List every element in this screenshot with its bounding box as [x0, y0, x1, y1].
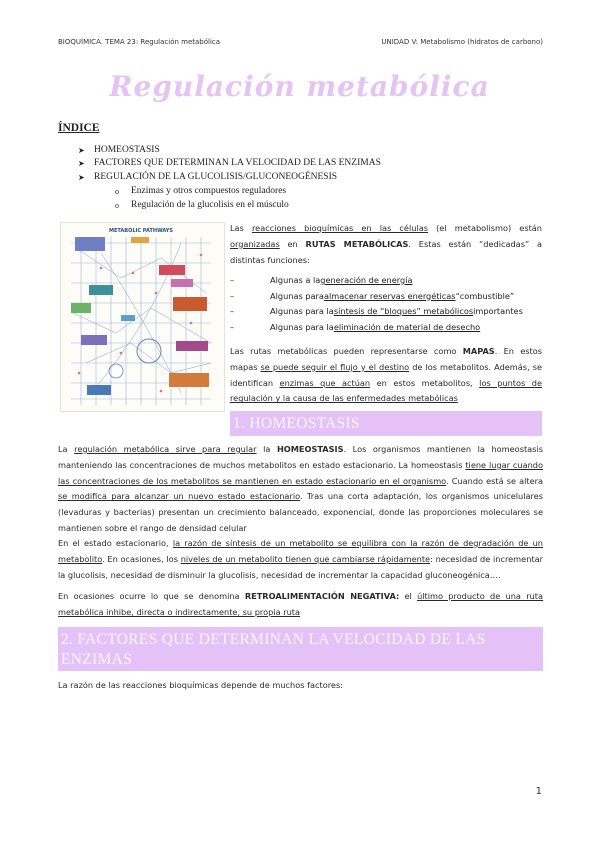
function-item: – Algunas a la generación de energía: [230, 275, 413, 285]
index-item: ➤ FACTORES QUE DETERMINAN LA VELOCIDAD DE LAS ENZIMAS: [78, 157, 381, 170]
enzyme-speed-paragraph: La razón de las reacciones bioquímicas depende de muchos factores:: [58, 680, 343, 690]
intro-paragraph-1: Las reacciones bioquímicas en las células (el metabolismo) están organizadas en RUTAS METABÓLICAS. Estas están “dedicadas” a distintas funciones:: [230, 223, 543, 265]
section-heading-enzyme-speed: 2. FACTORES QUE DETERMINAN LA VELOCIDAD DE LAS ENZIMAS: [58, 627, 543, 671]
function-item: – Algunas para la eliminación de material de desecho: [230, 321, 481, 332]
functions-list: [230, 273, 542, 335]
page-title: Regulación metabólica: [109, 70, 490, 103]
function-item: – Algunas para la síntesis de “bloques” metabólicos importantes: [230, 306, 523, 317]
circle-bullet-icon: o: [115, 187, 119, 196]
intro-paragraph-2: Las rutas metabólicas pueden representarse como MAPAS. En estos mapas se puede seguir el flujo y el destino de los metabolitos. Además, se identifican enzimas que actúan en estos metabolitos, los puntos de regulación y la causa de las enfermedades metabólicas: [230, 346, 542, 404]
index-title: ÍNDICE: [58, 122, 100, 134]
homeostasis-paragraph-1: La regulación metabólica sirve para regular la HOMEOSTASIS. Los organismos mantienen la homeostasis manteniendo las concentraciones de muchos metabolitos en estado estacionario. La homeostasis tiene lugar cuando las concentraciones de los metabolitos se mantienen en estado estacionario en el organismo. Cuando está se altera se modifica para alcanzar un nuevo estado estacionario. Tras una corta adaptación, los organismos unicelulares (levaduras y bacterias) presentan un crecimiento balanceado, exponencial, donde las proporciones moleculares se mantienen sobre el rango de densidad celular: [58, 444, 543, 533]
metabolic-map-graphic: [61, 223, 224, 411]
index-subitem: o Regulación de la glucolisis en el músculo: [115, 199, 289, 213]
page-number: 1: [535, 786, 542, 797]
metabolic-pathways-map-image: [60, 222, 225, 412]
index-item: ➤ HOMEOSTASIS: [78, 144, 381, 157]
circle-bullet-icon: o: [115, 200, 119, 210]
running-header-left: BIOQUÍMICA. TEMA 23: Regulación metabólica: [58, 38, 221, 46]
homeostasis-paragraph-3: En ocasiones ocurre lo que se denomina RETROALIMENTACIÓN NEGATIVA: el último producto de una ruta metabólica inhibe, directa o indirectamente, su propia ruta: [58, 591, 543, 617]
function-item: – Algunas para almacenar reservas energéticas “combustible”: [230, 290, 515, 301]
index-sublist: [115, 185, 289, 212]
arrow-bullet-icon: ➤: [78, 159, 85, 169]
index-subitem: o Enzimas y otros compuestos reguladores: [115, 185, 289, 199]
index-item: ➤ REGULACIÓN DE LA GLUCOLISIS/GLUCONEOGÉNESIS: [78, 171, 381, 184]
figure-label: METABOLIC PATHWAYS: [109, 228, 173, 234]
section-heading-homeostasis: 1. HOMEOSTASIS: [230, 411, 542, 436]
running-header-right: UNIDAD V: Metabolismo (hidratos de carbono): [381, 38, 543, 46]
homeostasis-paragraph-2: En el estado estacionario, la razón de síntesis de un metabolito se equilibra con la razón de degradación de un metabolito. En ocasiones, los niveles de un metabolito tienen que cambiarse rápidamente: necesidad de incrementar la glucolisis, necesidad de disminuir la glucolisis, necesidad de incrementar la capacidad gluconeogénica….: [58, 538, 543, 580]
index-list: [78, 144, 381, 184]
arrow-bullet-icon: ➤: [78, 172, 85, 182]
arrow-bullet-icon: ➤: [78, 146, 85, 155]
